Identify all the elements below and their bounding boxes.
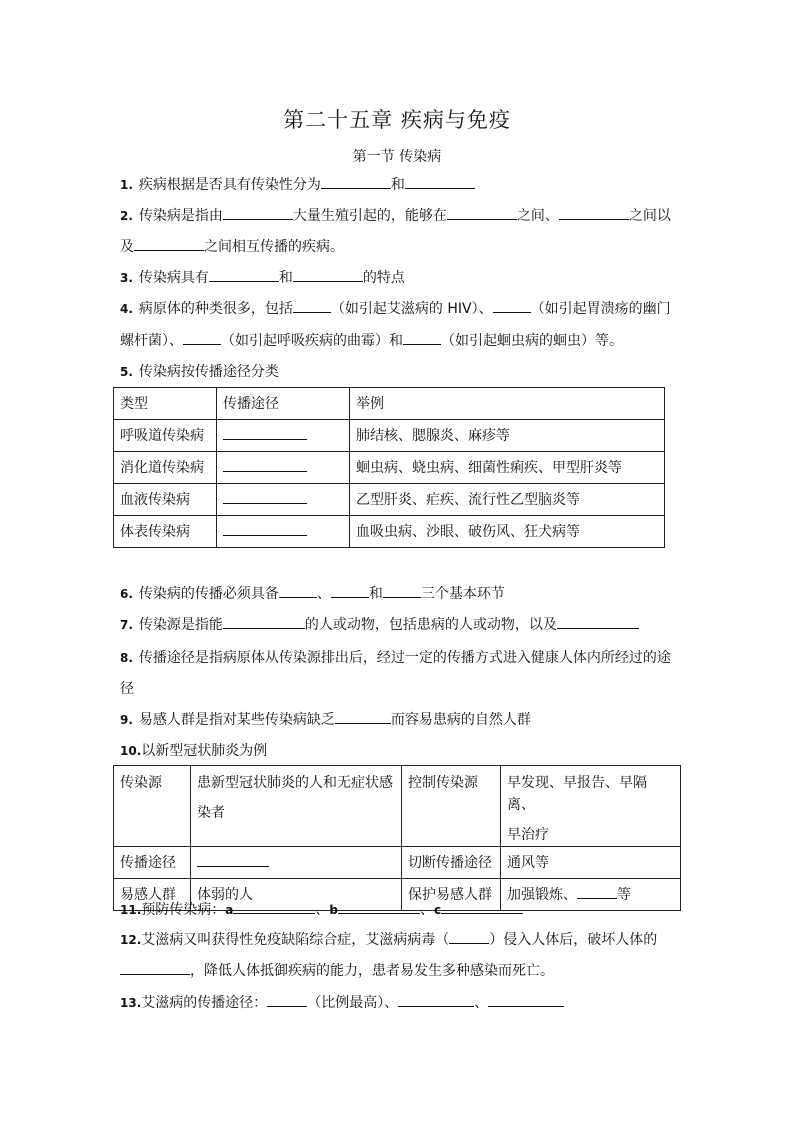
answer-blank[interactable] bbox=[134, 237, 204, 251]
question-text: 病原体的种类很多，包括 bbox=[138, 301, 293, 317]
covid-table bbox=[113, 765, 681, 911]
option-label: a bbox=[225, 903, 234, 917]
question-text: 的特点 bbox=[362, 270, 405, 286]
table-cell bbox=[191, 766, 402, 847]
answer-blank[interactable] bbox=[331, 584, 369, 598]
question-text: 易感人群是指对某些传染病缺乏 bbox=[138, 712, 335, 728]
answer-blank[interactable] bbox=[488, 993, 564, 1007]
question-text: 螺杆菌）、 bbox=[120, 333, 183, 349]
table-cell: 切断传播途径 bbox=[402, 847, 501, 879]
answer-blank[interactable] bbox=[209, 268, 279, 282]
table-cell: 传染源 bbox=[114, 766, 191, 847]
question-7 bbox=[120, 615, 639, 635]
question-11 bbox=[120, 900, 523, 920]
table-cell: 乙型肝炎、疟疾、流行性乙型脑炎等 bbox=[350, 484, 665, 516]
question-number: 8. bbox=[120, 651, 133, 665]
cell-text: 加强锻炼、 bbox=[507, 886, 577, 903]
question-9 bbox=[120, 710, 531, 730]
question-12 bbox=[120, 930, 657, 950]
question-text: 传染病具有 bbox=[138, 270, 209, 286]
answer-blank[interactable] bbox=[405, 175, 475, 189]
question-2-cont bbox=[120, 237, 344, 257]
answer-blank[interactable] bbox=[321, 175, 391, 189]
table-row bbox=[114, 484, 665, 516]
question-text: （如引起胃溃疡的幽门 bbox=[530, 301, 671, 317]
question-text: 和 bbox=[390, 177, 405, 193]
cell-text: 患新型冠状肺炎的人和无症状感 bbox=[197, 775, 393, 791]
question-13 bbox=[120, 993, 564, 1013]
answer-blank[interactable] bbox=[338, 900, 420, 914]
question-text: 、 bbox=[316, 586, 331, 602]
question-text: 传染病的传播必须具备 bbox=[138, 586, 279, 602]
question-text: （如引起蛔虫病的蛔虫）等。 bbox=[441, 333, 623, 349]
question-text: 以新型冠状肺炎为例 bbox=[141, 743, 268, 759]
question-4 bbox=[120, 299, 671, 319]
question-5 bbox=[120, 362, 279, 382]
question-text: 、 bbox=[474, 995, 489, 1011]
question-number: 5. bbox=[120, 365, 133, 379]
table-cell: 消化道传染病 bbox=[114, 452, 217, 484]
question-number: 11. bbox=[120, 903, 142, 917]
cell-text: 早治疗 bbox=[507, 827, 549, 843]
answer-blank[interactable] bbox=[267, 993, 307, 1007]
table-cell: 通风等 bbox=[501, 847, 681, 879]
question-number: 6. bbox=[120, 587, 133, 601]
answer-blank[interactable] bbox=[447, 206, 517, 220]
table-cell-blank[interactable] bbox=[217, 452, 350, 484]
option-label: c bbox=[433, 903, 442, 917]
answer-blank[interactable] bbox=[233, 900, 315, 914]
question-text: 、 bbox=[315, 902, 330, 918]
question-4-cont bbox=[120, 331, 623, 351]
table-row bbox=[114, 420, 665, 452]
question-text: 和 bbox=[278, 270, 293, 286]
question-1 bbox=[120, 175, 475, 195]
answer-blank[interactable] bbox=[223, 206, 293, 220]
table-row bbox=[114, 847, 681, 879]
question-text: 传染病按传播途径分类 bbox=[138, 364, 279, 380]
answer-blank[interactable] bbox=[557, 615, 639, 629]
answer-blank[interactable] bbox=[120, 961, 190, 975]
answer-blank[interactable] bbox=[559, 206, 629, 220]
question-text: 的人或动物，包括患病的人或动物，以及 bbox=[304, 617, 557, 633]
question-12-cont bbox=[120, 961, 554, 981]
answer-blank[interactable] bbox=[398, 993, 474, 1007]
question-text: 而容易患病的自然人群 bbox=[390, 712, 531, 728]
table-cell bbox=[501, 766, 681, 847]
table-cell: 保护易感人群 bbox=[402, 879, 501, 911]
question-text: 大量生殖引起的，能够在 bbox=[292, 208, 447, 224]
question-text: 之间相互传播的疾病。 bbox=[204, 239, 344, 255]
question-number: 7. bbox=[120, 618, 133, 632]
answer-blank[interactable] bbox=[403, 331, 441, 345]
question-8 bbox=[120, 648, 671, 668]
table-cell-blank[interactable] bbox=[191, 847, 402, 879]
question-text: 之间、 bbox=[516, 208, 559, 224]
question-number: 4. bbox=[120, 302, 133, 316]
transmission-table bbox=[113, 387, 665, 548]
question-text: 艾滋病的传播途径： bbox=[141, 995, 268, 1011]
cell-text: 等 bbox=[617, 886, 631, 903]
question-number: 1. bbox=[120, 178, 133, 192]
table-cell: 控制传染源 bbox=[402, 766, 501, 847]
answer-blank[interactable] bbox=[449, 930, 489, 944]
question-text: 、 bbox=[419, 902, 434, 918]
question-text: 之间以 bbox=[628, 208, 671, 224]
table-cell: 呼吸道传染病 bbox=[114, 420, 217, 452]
question-number: 12. bbox=[120, 933, 142, 947]
question-text: ，降低人体抵御疾病的能力，患者易发生多种感染而死亡。 bbox=[190, 963, 554, 979]
answer-blank[interactable] bbox=[577, 885, 617, 899]
table-cell-blank[interactable] bbox=[217, 420, 350, 452]
option-label: b bbox=[329, 903, 338, 917]
question-number: 3. bbox=[120, 271, 133, 285]
table-cell: 体表传染病 bbox=[114, 516, 217, 548]
table-header-cell: 举例 bbox=[350, 388, 665, 420]
answer-blank[interactable] bbox=[223, 615, 305, 629]
question-number: 13. bbox=[120, 996, 142, 1010]
cell-text: 染者 bbox=[197, 805, 225, 821]
question-text: ）侵入人体后，破坏人体的 bbox=[489, 932, 658, 948]
table-cell: 易感人群 bbox=[114, 879, 191, 911]
answer-blank[interactable] bbox=[279, 584, 317, 598]
answer-blank[interactable] bbox=[293, 268, 363, 282]
question-text: 传播途径是指病原体从传染源排出后，经过一定的传播方式进入健康人体内所经过的途 bbox=[138, 650, 671, 666]
answer-blank[interactable] bbox=[383, 584, 421, 598]
table-row bbox=[114, 516, 665, 548]
table-cell: 肺结核、腮腺炎、麻疹等 bbox=[350, 420, 665, 452]
answer-blank[interactable] bbox=[183, 331, 221, 345]
answer-blank[interactable] bbox=[493, 299, 531, 313]
question-8-cont bbox=[120, 679, 134, 699]
question-text: 和 bbox=[368, 586, 383, 602]
question-text: 艾滋病又叫获得性免疫缺陷综合症，艾滋病病毒（ bbox=[141, 932, 450, 948]
table-cell bbox=[501, 879, 681, 911]
table-header-cell: 传播途径 bbox=[217, 388, 350, 420]
question-2 bbox=[120, 206, 671, 226]
question-text: （比例最高）、 bbox=[307, 995, 399, 1011]
question-3 bbox=[120, 268, 405, 288]
chapter-title: 第二十五章 疾病与免疫 bbox=[283, 108, 511, 132]
answer-blank[interactable] bbox=[335, 710, 391, 724]
question-text: 疾病根据是否具有传染性分为 bbox=[138, 177, 321, 193]
table-cell-blank[interactable] bbox=[217, 484, 350, 516]
cell-text: 早发现、早报告、早隔离、 bbox=[507, 775, 647, 813]
question-number: 9. bbox=[120, 713, 133, 727]
question-10 bbox=[120, 741, 267, 761]
table-cell-blank[interactable] bbox=[217, 516, 350, 548]
question-text: 预防传染病： bbox=[141, 902, 226, 918]
table-cell: 血液传染病 bbox=[114, 484, 217, 516]
table-cell: 血吸虫病、沙眼、破伤风、狂犬病等 bbox=[350, 516, 665, 548]
question-text: 及 bbox=[120, 239, 134, 255]
question-text: 径 bbox=[120, 681, 134, 697]
question-number: 10. bbox=[120, 744, 142, 758]
question-text: 三个基本环节 bbox=[420, 586, 505, 602]
question-number: 2. bbox=[120, 209, 133, 223]
table-cell: 传播途径 bbox=[114, 847, 191, 879]
section-title: 第一节 传染病 bbox=[352, 149, 442, 165]
question-text: （如引起呼吸疾病的曲霉）和 bbox=[221, 333, 403, 349]
table-cell: 蛔虫病、蛲虫病、细菌性痢疾、甲型肝炎等 bbox=[350, 452, 665, 484]
answer-blank[interactable] bbox=[293, 299, 331, 313]
table-header-cell: 类型 bbox=[114, 388, 217, 420]
question-text: （如引起艾滋病的 HIV）、 bbox=[330, 301, 493, 317]
question-text: 传染病是指由 bbox=[138, 208, 223, 224]
question-text: 传染源是指能 bbox=[138, 617, 223, 633]
answer-blank[interactable] bbox=[441, 900, 523, 914]
table-cell: 体弱的人 bbox=[191, 879, 402, 911]
table-row bbox=[114, 452, 665, 484]
table-row bbox=[114, 766, 681, 847]
question-6 bbox=[120, 584, 505, 604]
table-header-row bbox=[114, 388, 665, 420]
